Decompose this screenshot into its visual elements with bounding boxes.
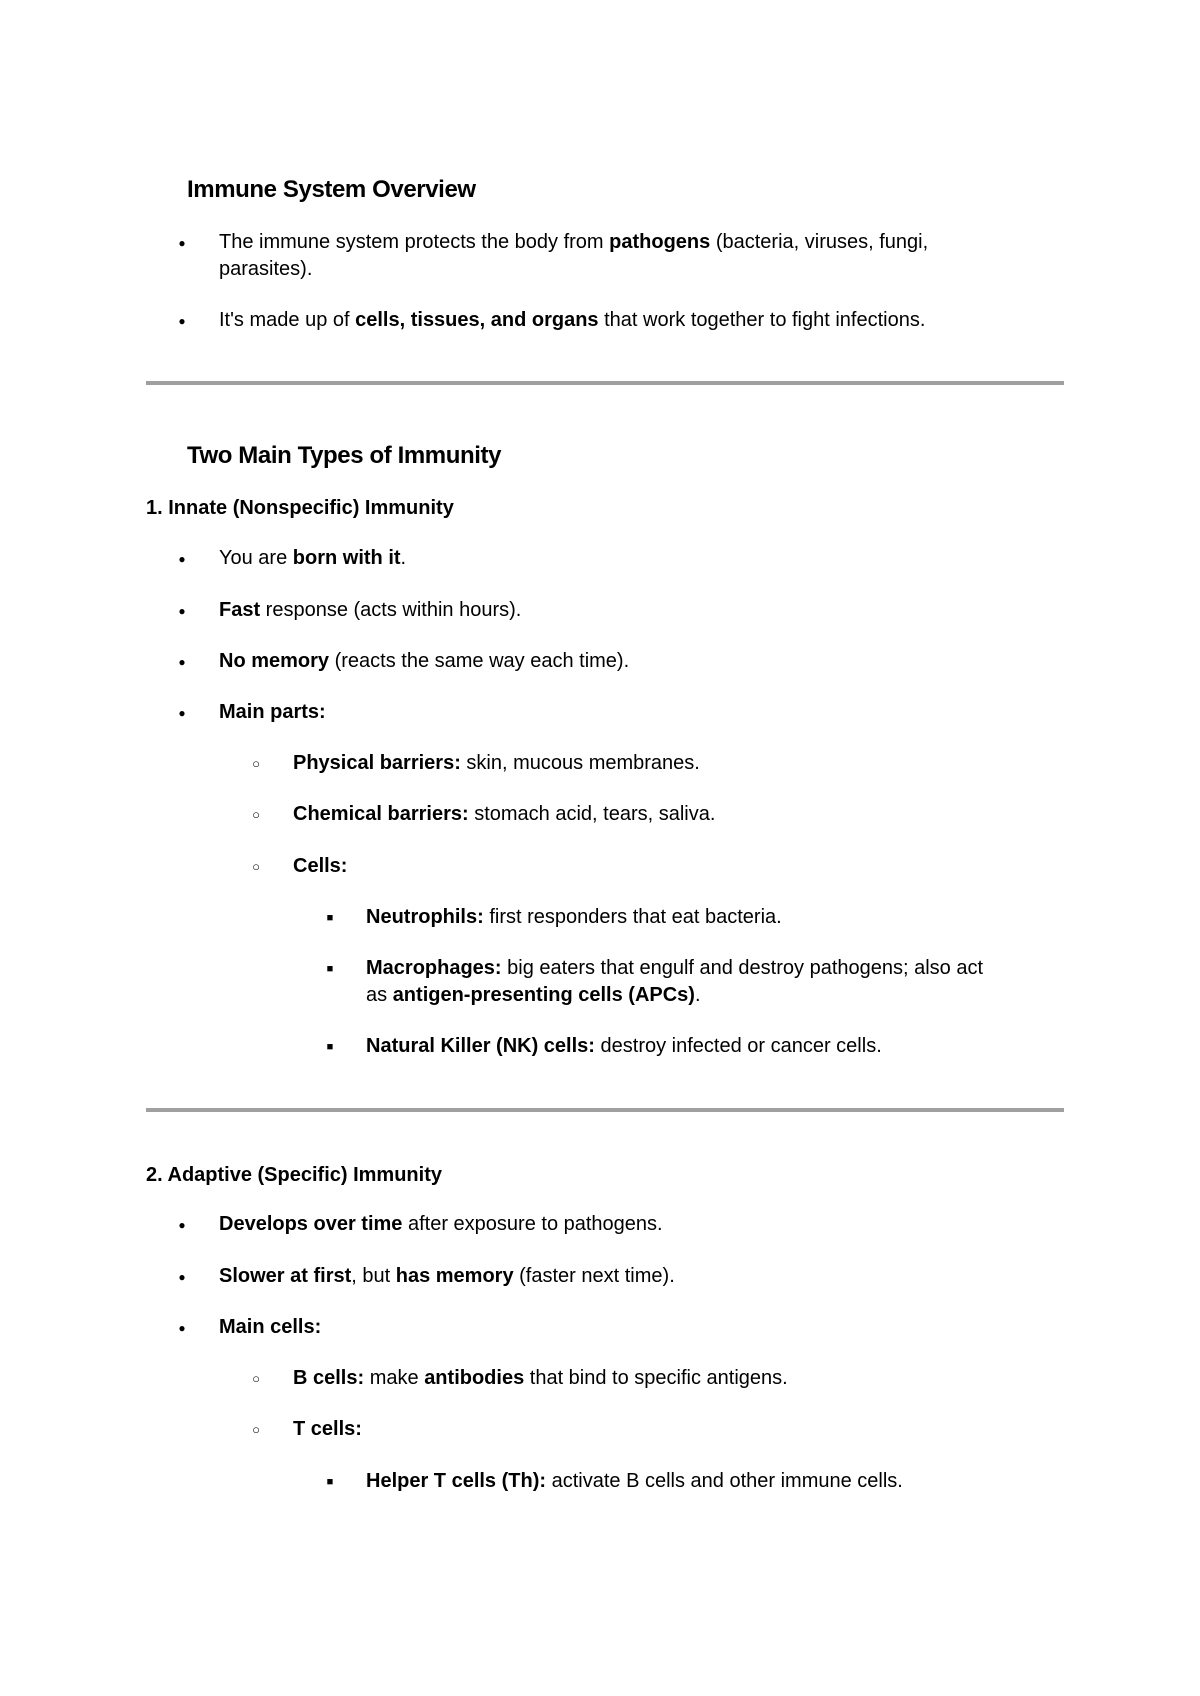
list-item — [293, 853, 347, 880]
list-item — [366, 904, 782, 931]
text: destroy infected or cancer cells. — [594, 1035, 882, 1057]
bold-text: Main cells: — [219, 1316, 322, 1338]
bullet-circle-icon: ○ — [252, 1422, 260, 1437]
bullet-square-icon: ■ — [326, 1041, 334, 1053]
bullet-square-icon: ■ — [326, 1476, 334, 1488]
bullet-dot-icon: ● — [178, 655, 186, 669]
bold-text: Cells: — [293, 855, 348, 877]
text: as — [366, 984, 393, 1006]
text: stomach acid, tears, saliva. — [468, 803, 716, 825]
text: after exposure to pathogens. — [402, 1213, 663, 1235]
list-item — [366, 1468, 903, 1495]
bullet-circle-icon: ○ — [252, 807, 260, 822]
text: , but — [351, 1265, 396, 1287]
bold-text: antigen-presenting cells (APCs) — [392, 984, 695, 1006]
bold-text: B cells: — [293, 1367, 365, 1389]
bold-text: Physical barriers: — [293, 752, 461, 774]
list-item — [293, 1365, 788, 1392]
text: that work together to fight infections. — [598, 309, 926, 331]
list-item — [219, 699, 326, 726]
section-divider — [146, 381, 1064, 385]
bold-text: Macrophages: — [366, 957, 502, 979]
bold-text: has memory — [395, 1265, 514, 1287]
section-title-overview: Immune System Overview — [187, 176, 476, 203]
bold-text: pathogens — [609, 231, 711, 253]
bullet-dot-icon: ● — [178, 314, 186, 328]
list-item — [219, 545, 406, 572]
text: It's made up of — [219, 309, 356, 331]
bullet-dot-icon: ● — [178, 604, 186, 618]
bold-text: Slower at first — [219, 1265, 352, 1287]
list-item — [219, 1263, 675, 1290]
text: . — [694, 984, 701, 1006]
bullet-dot-icon: ● — [178, 1270, 186, 1284]
bold-text: Fast — [219, 599, 261, 621]
text: (bacteria, viruses, fungi, — [710, 231, 929, 253]
list-item — [219, 229, 928, 256]
text: make — [364, 1367, 425, 1389]
text: . — [400, 547, 407, 569]
bullet-dot-icon: ● — [178, 1218, 186, 1232]
bullet-dot-icon: ● — [178, 1321, 186, 1335]
text: skin, mucous membranes. — [460, 752, 700, 774]
list-item — [219, 307, 925, 334]
list-item — [366, 955, 983, 982]
bold-text: Helper T cells (Th): — [366, 1470, 547, 1492]
list-item — [219, 1314, 321, 1341]
bullet-circle-icon: ○ — [252, 1371, 260, 1386]
bullet-circle-icon: ○ — [252, 756, 260, 771]
section-divider — [146, 1108, 1064, 1112]
bold-text: Neutrophils: — [366, 906, 484, 928]
list-item — [293, 1416, 362, 1443]
bold-text: Main parts: — [219, 701, 326, 723]
text: (reacts the same way each time). — [329, 650, 630, 672]
section-title-immunity-types: Two Main Types of Immunity — [187, 442, 502, 469]
bold-text: cells, tissues, and organs — [355, 309, 599, 331]
text: (faster next time). — [513, 1265, 675, 1287]
text: that bind to specific antigens. — [524, 1367, 788, 1389]
bullet-dot-icon: ● — [178, 236, 186, 250]
text: parasites). — [219, 258, 313, 280]
list-item — [293, 750, 700, 777]
bold-text: born with it — [292, 547, 401, 569]
bullet-dot-icon: ● — [178, 552, 186, 566]
list-item — [219, 648, 629, 675]
bold-text: Natural Killer (NK) cells: — [366, 1035, 595, 1057]
list-item — [219, 597, 521, 624]
bold-text: Chemical barriers: — [293, 803, 469, 825]
adaptive-immunity-heading: 2. Adaptive (Specific) Immunity — [146, 1164, 442, 1186]
bullet-square-icon: ■ — [326, 963, 334, 975]
bold-text: antibodies — [424, 1367, 525, 1389]
bold-text: No memory — [219, 650, 330, 672]
bullet-circle-icon: ○ — [252, 859, 260, 874]
text: The immune system protects the body from — [219, 231, 610, 253]
list-item-continuation — [219, 256, 312, 283]
list-item-continuation — [366, 982, 701, 1009]
bold-text: Develops over time — [219, 1213, 403, 1235]
bold-text: T cells: — [293, 1418, 362, 1440]
text: response (acts within hours). — [260, 599, 522, 621]
bullet-square-icon: ■ — [326, 912, 334, 924]
text: big eaters that engulf and destroy pathogens; also act — [501, 957, 984, 979]
list-item — [219, 1211, 663, 1238]
bullet-dot-icon: ● — [178, 706, 186, 720]
text: first responders that eat bacteria. — [483, 906, 782, 928]
list-item — [293, 801, 715, 828]
text: activate B cells and other immune cells. — [546, 1470, 903, 1492]
text: You are — [219, 547, 293, 569]
innate-immunity-heading: 1. Innate (Nonspecific) Immunity — [146, 497, 454, 519]
list-item — [366, 1033, 882, 1060]
